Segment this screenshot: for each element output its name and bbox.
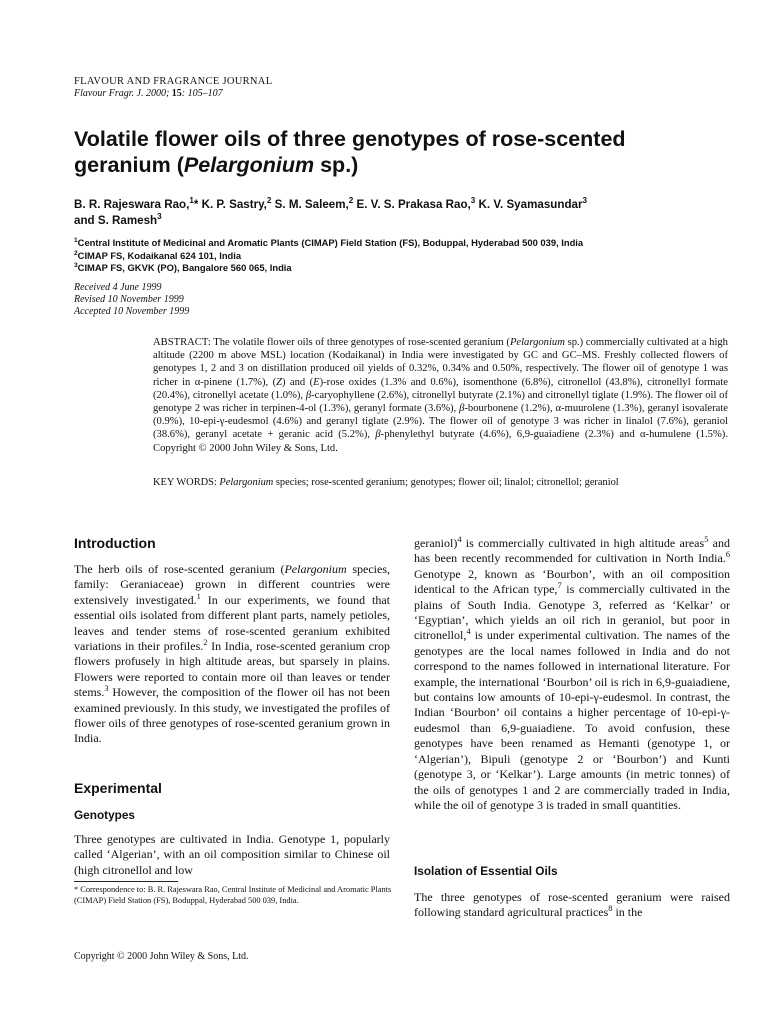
experimental-heading: Experimental	[74, 780, 162, 796]
affiliation-3: $^3$CIMAP FS, GKVK (PO), Bangalore 560 065, India	[74, 261, 292, 273]
abstract: ABSTRACT: The volatile flower oils of three genotypes of rose-scented geranium (Pelargonium sp.) commercially cultivated at a high altitude (2200 m above MSL) location (Kodaikanal) in India were investigated by GC and GC–MS. Freshly collected flowers of genotypes 1, 2 and 3 on distillation produced oil yields of 0.32%, 0.34% and 0.50%, respectively. The flower oil of genotype 1 was richer in α-pinene (1.7%), (Z) and (E)-rose oxides (1.3% and 0.6%), isomenthone (6.8%), citronellol (43.8%), citronellyl formate (20.4%), citronellyl acetate (1.0%), β-caryophyllene (2.6%), citronellyl butyrate (2.1%) and citronellyl tiglate (1.9%). The flower oil of genotype 2 was richer in terpinen-4-ol (1.3%), geranyl formate (3.6%), β-bourbonene (1.2%), α-muurolene (1.3%), geranyl isovalerate (0.9%), 10-epi-γ-eudesmol (4.6%) and geranyl tiglate (2.9%). The flower oil of genotype 3 was richer in linalol (7.6%), geraniol (38.6%), geranyl acetate + geranic acid (5.2%), β-phenylethyl butyrate (4.6%), 6,9-guaiadiene (2.3%) and α-humulene (1.5%). Copyright © 2000 John Wiley & Sons, Ltd.	[153, 337, 729, 454]
revised-date: Revised 10 November 1999	[74, 294, 184, 305]
isolation-subheading: Isolation of Essential Oils	[414, 864, 558, 878]
affiliations	[74, 237, 714, 275]
article-dates	[74, 282, 189, 318]
affiliation-1: $^1$Central Institute of Medicinal and Aromatic Plants (CIMAP) Field Station (FS), Boduppal, Hyderabad 500 039, India	[74, 236, 584, 248]
journal-name: FLAVOUR AND FRAGRANCE JOURNAL	[74, 76, 273, 87]
affiliation-2: $^2$CIMAP FS, Kodaikanal 624 101, India	[74, 249, 242, 261]
correspondence-footnote: * Correspondence to: B. R. Rajeswara Rao, Central Institute of Medicinal and Aromatic Plants (CIMAP) Field Station (FS), Boduppal, Hyderabad 500 039, India.	[74, 885, 392, 905]
copyright-footer: Copyright © 2000 John Wiley & Sons, Ltd.	[74, 951, 249, 962]
genotypes-body: Three genotypes are cultivated in India. Genotype 1, popularly called ‘Algerian’, with an oil composition similar to Chinese oil (high citronellol and low	[74, 832, 390, 877]
journal-citation: Flavour Fragr. J. 2000; 15: 105–107	[74, 88, 223, 99]
introduction-body: The herb oils of rose-scented geranium (Pelargonium species, family: Geraniaceae) grown in different countries were extensively investigated.$^1$ In our experiments, we found that essential oils isolated from different plant parts, namely petioles, leaves and tender stems of rose-scented geranium exhibited variations in their profiles.$^2$ In India, rose-scented geranium crop flowers profusely in high altitude areas, but sparsely in plains. Flowers were reported to contain more oil than leaves or tender stems.$^3$ However, the composition of the flower oil has not been examined previously. In this study, we investigated the profiles of flower oils of three genotypes of rose-scented geranium grown in India.	[74, 562, 390, 746]
footnote-divider	[74, 881, 178, 882]
article-title: Volatile flower oils of three genotypes of rose-scented geranium (Pelargonium sp.)	[74, 127, 626, 177]
accepted-date: Accepted 10 November 1999	[74, 306, 190, 317]
introduction-heading: Introduction	[74, 535, 156, 551]
isolation-body: The three genotypes of rose-scented geranium were raised following standard agricultural practices$^8$ in the	[414, 890, 730, 920]
received-date: Received 4 June 1999	[74, 282, 162, 293]
author-list: B. R. Rajeswara Rao,$^1$* K. P. Sastry,$^2$ S. M. Saleem,$^2$ E. V. S. Prakasa Rao,$^3$ K. V. Syamasundar$^3$ and S. Ramesh$^3$	[74, 196, 587, 227]
right-column-body: geraniol)$^4$ is commercially cultivated in high altitude areas$^5$ and has been recently recommended for cultivation in North India.$^6$ Genotype 2, known as ‘Bourbon’, with an oil composition identical to the African type,$^7$ is commercially cultivated in the plains of South India. Genotype 3, referred as ‘Kelkar’ or ‘Egyptian’, which yields an oil rich in geraniol, but poor in citronellol,$^4$ is under experimental cultivation. The names of the genotypes are the local names followed in India and do not correspond to the names followed in international literature. For example, the international ‘Bourbon’ oil is rich in 6,9-guaiadiene, but contains low amounts of 10-epi-γ-eudesmol. In contrast, the Indian ‘Bourbon’ oil contains a higher percentage of 10-epi-γ-eudesmol than 6,9-guaiadiene. To avoid confusion, these genotypes have been renamed as Hemanti (genotype 1, or ‘Algerian’), Bipuli (genotype 2 or ‘Bourbon’) and Kunti (genotype 3, or ‘Kelkar’). Large amounts (in metric tonnes) of the oils of genotypes 1 and 2 are commercially traded in India, while the oil of genotype 3 is traded in small quantities.	[414, 535, 730, 812]
genotypes-subheading: Genotypes	[74, 808, 135, 822]
keywords: KEY WORDS: Pelargonium species; rose-scented geranium; genotypes; flower oil; linalol; citronellol; geraniol	[153, 477, 619, 488]
